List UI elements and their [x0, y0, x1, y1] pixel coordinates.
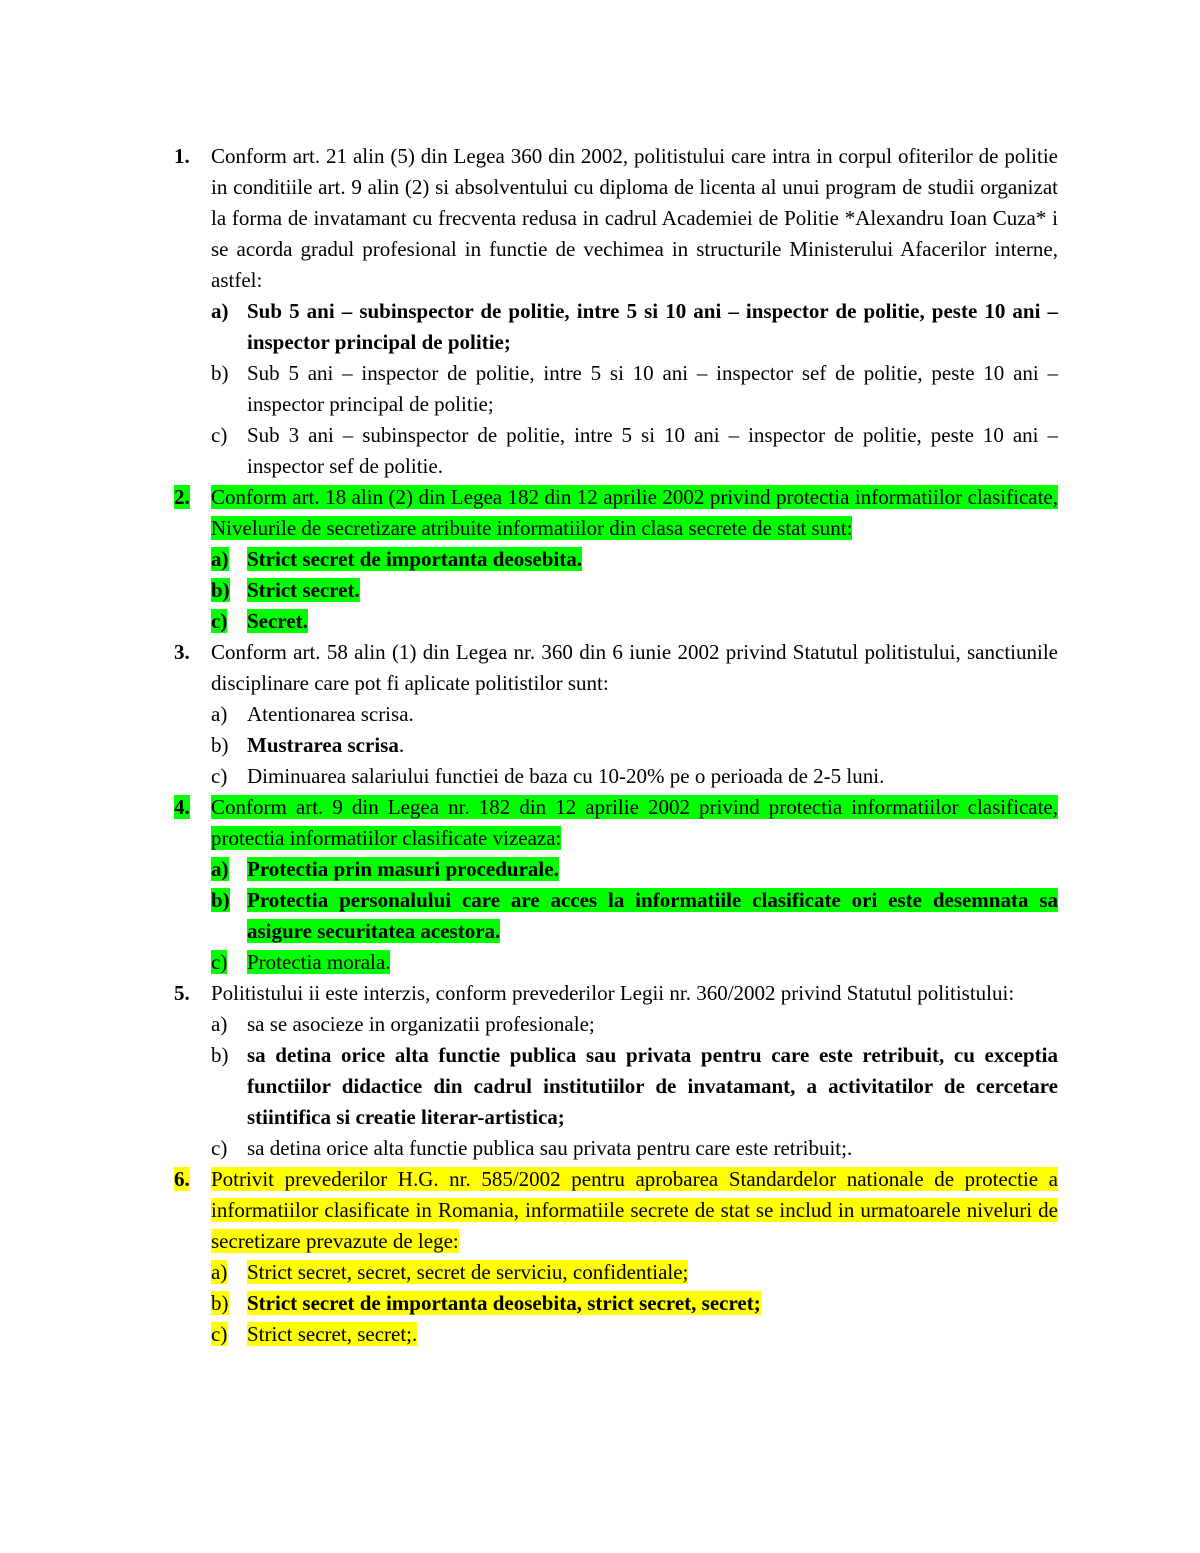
option-text: Atentionarea scrisa.	[247, 702, 414, 726]
option-text: Protectia prin masuri procedurale.	[247, 857, 559, 881]
option-text: Strict secret, secret, secret de serviciu, confidentiale;	[247, 1260, 689, 1284]
option-text: Diminuarea salariului functiei de baza cu 10-20% pe o perioada de 2-5 luni.	[247, 764, 885, 788]
option-text: Protectia personalului care are acces la informatiile clasificate ori este desemnata sa asigure securitatea acestora.	[247, 888, 1058, 943]
question-4	[174, 792, 1058, 854]
option-letter: c)	[211, 1322, 228, 1346]
option-3c	[211, 761, 1058, 792]
question-text: Conform art. 21 alin (5) din Legea 360 din 2002, politistului care intra in corpul ofiterilor de politie in conditiile art. 9 alin (2) si absolventului cu diploma de licenta al unui program de studii organizat la forma de invatamant cu frecventa redusa in cadrul Academiei de Politie *Alexandru Ioan Cuza* i se acorda gradul profesional in functie de vechimea in structurile Ministerului Afacerilor interne, astfel:	[211, 144, 1058, 292]
option-text: Strict secret de importanta deosebita, strict secret, secret;	[247, 1291, 761, 1315]
question-2	[174, 482, 1058, 544]
option-4a	[211, 854, 1058, 885]
option-3b	[211, 730, 1058, 761]
question-number: 5.	[174, 981, 190, 1005]
option-letter: c)	[211, 950, 228, 974]
option-letter: b)	[211, 578, 230, 602]
question-text: Conform art. 58 alin (1) din Legea nr. 360 din 6 iunie 2002 privind Statutul politistului, sanctiunile disciplinare care pot fi aplicate politistilor sunt:	[211, 640, 1058, 695]
question-text: Politistului ii este interzis, conform prevederilor Legii nr. 360/2002 privind Statutul politistului:	[211, 981, 1015, 1005]
option-text: Mustrarea scrisa	[247, 733, 399, 757]
question-3	[174, 637, 1058, 699]
option-letter: b)	[211, 733, 229, 757]
option-5b	[211, 1040, 1058, 1133]
question-6	[174, 1164, 1058, 1257]
option-4b	[211, 885, 1058, 947]
option-letter: c)	[211, 764, 228, 788]
option-2c	[211, 606, 1058, 637]
option-letter: b)	[211, 361, 229, 385]
option-text: Protectia morala.	[247, 950, 391, 974]
question-number: 3.	[174, 640, 190, 664]
option-text: sa detina orice alta functie publica sau privata pentru care este retribuit, cu exceptia functiilor didactice din cadrul institutiilor de invatamant, a activitatilor de cercetare stiintifica si creatie literar-artistica;	[247, 1043, 1058, 1129]
option-2b	[211, 575, 1058, 606]
option-letter: c)	[211, 423, 228, 447]
question-5	[174, 978, 1058, 1009]
option-suffix: .	[398, 733, 405, 757]
option-text: Sub 5 ani – inspector de politie, intre 5 si 10 ani – inspector sef de politie, peste 10 ani – inspector principal de politie;	[247, 361, 1058, 416]
option-2a	[211, 544, 1058, 575]
question-text: Conform art. 9 din Legea nr. 182 din 12 aprilie 2002 privind protectia informatiilor clasificate, protectia informatiilor clasificate vizeaza:	[211, 795, 1058, 850]
option-letter: a)	[211, 1012, 228, 1036]
option-letter: b)	[211, 1043, 229, 1067]
option-5c	[211, 1133, 1058, 1164]
option-text: Sub 5 ani – subinspector de politie, intre 5 si 10 ani – inspector de politie, peste 10 ani – inspector principal de politie;	[247, 299, 1058, 354]
option-letter: a)	[211, 1260, 228, 1284]
question-number: 6.	[174, 1167, 190, 1191]
option-3a	[211, 699, 1058, 730]
question-text: Conform art. 18 alin (2) din Legea 182 din 12 aprilie 2002 privind protectia informatiilor clasificate, Nivelurile de secretizare atribuite informatiilor din clasa secrete de stat sunt:	[211, 485, 1058, 540]
option-text: sa se asocieze in organizatii profesionale;	[247, 1012, 595, 1036]
option-letter: b)	[211, 1291, 229, 1315]
option-5a	[211, 1009, 1058, 1040]
option-6a	[211, 1257, 1058, 1288]
option-1c	[211, 420, 1058, 482]
question-list	[174, 141, 1058, 1350]
question-number: 1.	[174, 144, 190, 168]
option-6c	[211, 1319, 1058, 1350]
option-letter: a)	[211, 857, 229, 881]
option-1b	[211, 358, 1058, 420]
option-letter: a)	[211, 702, 228, 726]
question-number: 4.	[174, 795, 190, 819]
question-1	[174, 141, 1058, 296]
option-text: Sub 3 ani – subinspector de politie, intre 5 si 10 ani – inspector de politie, peste 10 ani – inspector sef de politie.	[247, 423, 1058, 478]
option-text: Strict secret.	[247, 578, 360, 602]
option-text: Strict secret de importanta deosebita.	[247, 547, 582, 571]
option-letter: c)	[211, 609, 228, 633]
option-text: sa detina orice alta functie publica sau privata pentru care este retribuit;.	[247, 1136, 853, 1160]
option-text: Strict secret, secret;.	[247, 1322, 418, 1346]
question-number: 2.	[174, 485, 190, 509]
option-6b	[211, 1288, 1058, 1319]
option-letter: a)	[211, 299, 229, 323]
option-letter: c)	[211, 1136, 228, 1160]
option-1a	[211, 296, 1058, 358]
question-text: Potrivit prevederilor H.G. nr. 585/2002 pentru aprobarea Standardelor nationale de protectie a informatiilor clasificate in Romania, informatiile secrete de stat se includ in urmatoarele niveluri de secretizare prevazute de lege:	[211, 1167, 1058, 1253]
option-letter: a)	[211, 547, 229, 571]
option-text: Secret.	[247, 609, 308, 633]
option-letter: b)	[211, 888, 230, 912]
option-4c	[211, 947, 1058, 978]
